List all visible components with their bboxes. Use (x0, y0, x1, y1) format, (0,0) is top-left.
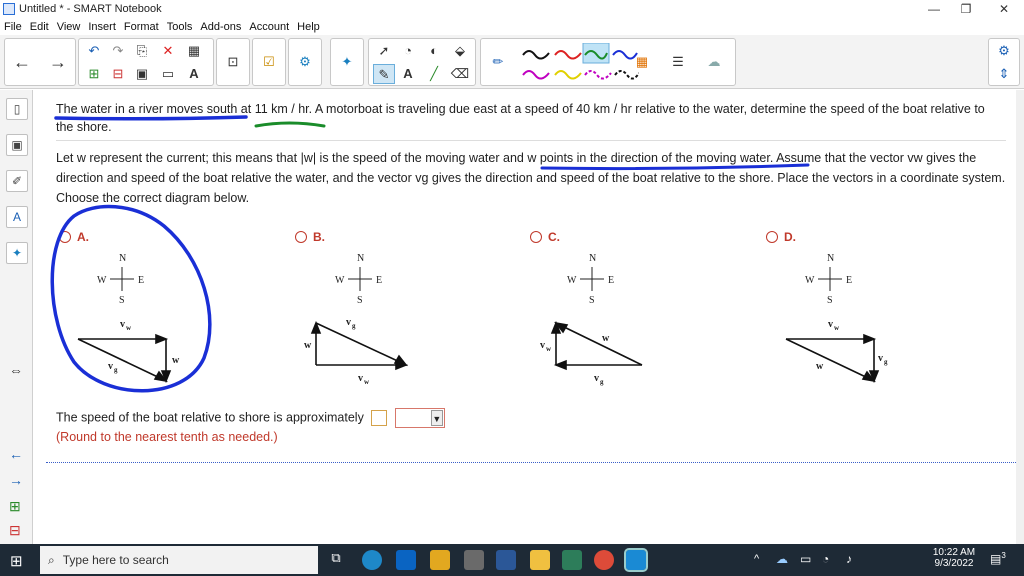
label-w-a: w (172, 355, 180, 366)
edit-group (78, 38, 214, 86)
choice-d[interactable]: D. (766, 230, 796, 244)
window-title: Untitled * - SMART Notebook (19, 3, 162, 15)
radio-c[interactable] (530, 231, 542, 243)
eraser-icon[interactable]: ⌫ (450, 66, 470, 81)
divider (56, 140, 1006, 141)
response-group (252, 38, 286, 86)
taskbar (0, 544, 1024, 576)
settings-gear-icon[interactable]: ⚙ (998, 43, 1010, 58)
svg-text:W: W (805, 275, 815, 286)
attachments-icon[interactable]: ✐ (6, 170, 28, 192)
choice-c[interactable]: C. (530, 230, 560, 244)
sidebar-prev-icon[interactable]: ← (9, 446, 23, 462)
undo-icon[interactable]: ↶ (88, 43, 100, 58)
answer-prompt: The speed of the boat relative to shore is approximately (56, 410, 364, 425)
diagram-d (772, 245, 932, 395)
pen-type-icon[interactable]: ✏ (492, 54, 504, 69)
svg-text:v: v (540, 340, 545, 351)
svg-text:v: v (358, 373, 363, 384)
pen-color-swatches[interactable] (519, 43, 639, 83)
tools-group (368, 38, 476, 86)
select-icon[interactable]: ➚ (378, 43, 390, 58)
taskbar-search[interactable] (40, 546, 318, 574)
svg-text:E: E (138, 275, 145, 286)
svg-text:v: v (594, 373, 599, 384)
screen-group (216, 38, 250, 86)
answer-line (56, 408, 445, 428)
smart-notebook-app-icon (3, 3, 15, 15)
label-vw-a: v (120, 319, 125, 330)
add-page-icon[interactable]: ⊞ (88, 66, 100, 81)
choice-a[interactable]: A. (59, 230, 89, 244)
chrome-icon[interactable] (594, 550, 614, 570)
battery-icon[interactable]: ▭ (800, 552, 812, 566)
text-icon[interactable]: A (403, 66, 413, 81)
paste-icon[interactable]: ⎘ (136, 43, 148, 58)
fill-effects-icon[interactable]: ☁ (707, 54, 721, 69)
notifications-icon[interactable]: ▤$^3$ (990, 551, 1006, 566)
color-palette-icon[interactable]: ▦ (635, 54, 649, 69)
problem-explanation: Let w represent the current; this means that |w| is the speed of the moving water and w points in the direction of the moving water. Assume that the vector vw gives the direction and speed of the boat relative the water, and the vector vg gives the direction and speed of the boat relative to the shore. Place the vectors in a coordinate system. Choose the correct diagram below. (56, 151, 1006, 205)
save-icon[interactable]: ▣ (135, 66, 149, 81)
delete-icon[interactable]: ✕ (162, 43, 174, 58)
radio-b[interactable] (295, 231, 307, 243)
svg-text:w: w (816, 361, 824, 372)
svg-text:N: N (589, 253, 597, 264)
close-button[interactable]: ✕ (998, 2, 1010, 16)
title-bar (0, 0, 1024, 18)
text-style-icon[interactable]: A (189, 66, 199, 81)
pens-icon[interactable]: ✎ (373, 64, 395, 84)
screen-capture-icon[interactable]: ⊡ (227, 54, 239, 69)
addons-icon[interactable]: ⚙ (299, 54, 311, 69)
svg-text:v: v (346, 317, 351, 328)
diagram-c (534, 245, 694, 395)
menu-insert[interactable]: Insert (88, 20, 116, 33)
svg-text:g: g (352, 322, 356, 330)
onedrive-icon[interactable]: ☁ (776, 552, 788, 566)
svg-text:W: W (567, 275, 577, 286)
svg-text:w: w (304, 340, 312, 351)
svg-text:w: w (364, 378, 370, 386)
menu-edit[interactable]: Edit (29, 20, 49, 33)
addons-sidebar-icon[interactable]: ✦ (6, 242, 28, 264)
lesson-activity-icon[interactable]: ✦ (341, 54, 353, 69)
diagram-b (300, 245, 460, 395)
store-icon[interactable] (430, 550, 450, 570)
svg-text:S: S (357, 295, 363, 306)
svg-text:E: E (846, 275, 853, 286)
svg-text:v: v (828, 319, 833, 330)
svg-text:g: g (884, 358, 888, 366)
excel-icon[interactable] (562, 550, 582, 570)
dropdown-arrow-icon[interactable]: ▼ (431, 410, 443, 426)
line-icon[interactable]: ╱ (430, 66, 438, 81)
radio-a[interactable] (59, 231, 71, 243)
svg-text:S: S (119, 295, 125, 306)
svg-text:E: E (608, 275, 615, 286)
vertical-scrollbar[interactable] (1016, 90, 1024, 544)
radio-d[interactable] (766, 231, 778, 243)
svg-text:v: v (878, 353, 883, 364)
compass-a (97, 253, 144, 306)
menu-help[interactable]: Help (297, 20, 320, 33)
resize-sidebar-icon[interactable]: ⇔ (9, 362, 23, 378)
svg-text:w: w (126, 324, 132, 332)
previous-page-icon[interactable]: ← (13, 52, 31, 72)
toolbar (0, 35, 1024, 89)
menu-account[interactable]: Account (249, 20, 290, 33)
svg-text:g: g (114, 366, 118, 374)
problem-statement: The water in a river moves south at 11 km / hr. A motorboat is traveling due east at a speed of 40 km / hr relative to the water, determine the speed of the boat relative to the shore. (56, 102, 985, 134)
choice-b[interactable]: B. (295, 230, 325, 244)
fill-icon[interactable]: ◐ (430, 43, 438, 58)
sidebar (0, 90, 33, 544)
file-explorer-icon[interactable] (530, 550, 550, 570)
redo-icon[interactable]: ↷ (112, 43, 124, 58)
nav-group (4, 38, 76, 86)
word-icon[interactable] (496, 550, 516, 570)
svg-text:W: W (335, 275, 345, 286)
lesson-group (330, 38, 364, 86)
pen-options-group (480, 38, 736, 86)
menu-bar (0, 18, 1024, 35)
settings-group (988, 38, 1020, 86)
menu-file[interactable]: File (4, 20, 22, 33)
sidebar-add-page-icon[interactable]: ⊞ (9, 498, 21, 514)
svg-text:S: S (827, 295, 833, 306)
notebook-page[interactable] (34, 90, 1018, 544)
search-placeholder: Type here to search (62, 553, 169, 567)
svg-text:w: w (546, 345, 552, 353)
network-icon[interactable]: ◔ (822, 552, 830, 566)
minimize-button[interactable]: — (928, 2, 940, 16)
screen-shade-icon[interactable]: ▭ (161, 66, 175, 81)
clock[interactable] (930, 547, 978, 569)
sidebar-next-icon[interactable]: → (9, 472, 23, 488)
remove-page-icon[interactable]: ⊟ (112, 66, 124, 81)
svg-text:N: N (827, 253, 835, 264)
search-icon: ⌕ (48, 552, 55, 567)
maximize-button[interactable]: ❐ (960, 2, 972, 16)
svg-text:g: g (600, 378, 604, 386)
label-vg-a: v (108, 361, 113, 372)
windows-start-icon[interactable]: ⊞ (10, 553, 23, 570)
paint-bucket-icon[interactable]: ⬙ (455, 43, 465, 58)
edge-icon[interactable] (362, 550, 382, 570)
round-note: (Round to the nearest tenth as needed.) (56, 430, 278, 444)
sidebar-delete-page-icon[interactable]: ⊟ (9, 522, 21, 538)
smart-notebook-taskbar-icon[interactable] (626, 550, 646, 570)
menu-view[interactable]: View (56, 20, 81, 33)
move-toolbar-icon[interactable]: ⇕ (998, 66, 1010, 81)
date: 9/3/2022 (934, 558, 974, 569)
shapes-icon[interactable]: ◔ (404, 43, 412, 58)
task-view-icon[interactable]: ⧉ (331, 550, 341, 565)
page-sorter-icon[interactable]: ▯ (6, 98, 28, 120)
menu-tools[interactable]: Tools (166, 20, 193, 33)
addons-group (288, 38, 322, 86)
response-icon[interactable]: ☑ (263, 54, 275, 69)
svg-text:W: W (97, 275, 107, 286)
svg-text:N: N (357, 253, 365, 264)
svg-text:S: S (589, 295, 595, 306)
svg-text:N: N (119, 253, 127, 264)
line-style-icon[interactable]: ☰ (672, 54, 684, 69)
svg-text:E: E (376, 275, 383, 286)
svg-text:w: w (834, 324, 840, 332)
properties-icon[interactable]: A (6, 206, 28, 228)
gallery-icon[interactable]: ▣ (6, 134, 28, 156)
table-icon[interactable]: ▦ (187, 43, 201, 58)
calculator-icon[interactable] (464, 550, 484, 570)
answer-input[interactable] (371, 410, 387, 426)
outlook-icon[interactable] (396, 550, 416, 570)
time: 10:22 AM (932, 547, 976, 558)
unit-dropdown[interactable] (395, 408, 445, 428)
page-boundary (46, 462, 1018, 463)
system-tray-chevron-icon[interactable]: ^ (754, 553, 760, 565)
next-page-icon[interactable]: → (49, 52, 67, 72)
volume-icon[interactable]: ♪ (846, 552, 852, 566)
svg-text:w: w (602, 333, 610, 344)
diagram-a (64, 245, 224, 395)
menu-format[interactable]: Format (123, 20, 159, 33)
menu-addons[interactable]: Add-ons (200, 20, 242, 33)
